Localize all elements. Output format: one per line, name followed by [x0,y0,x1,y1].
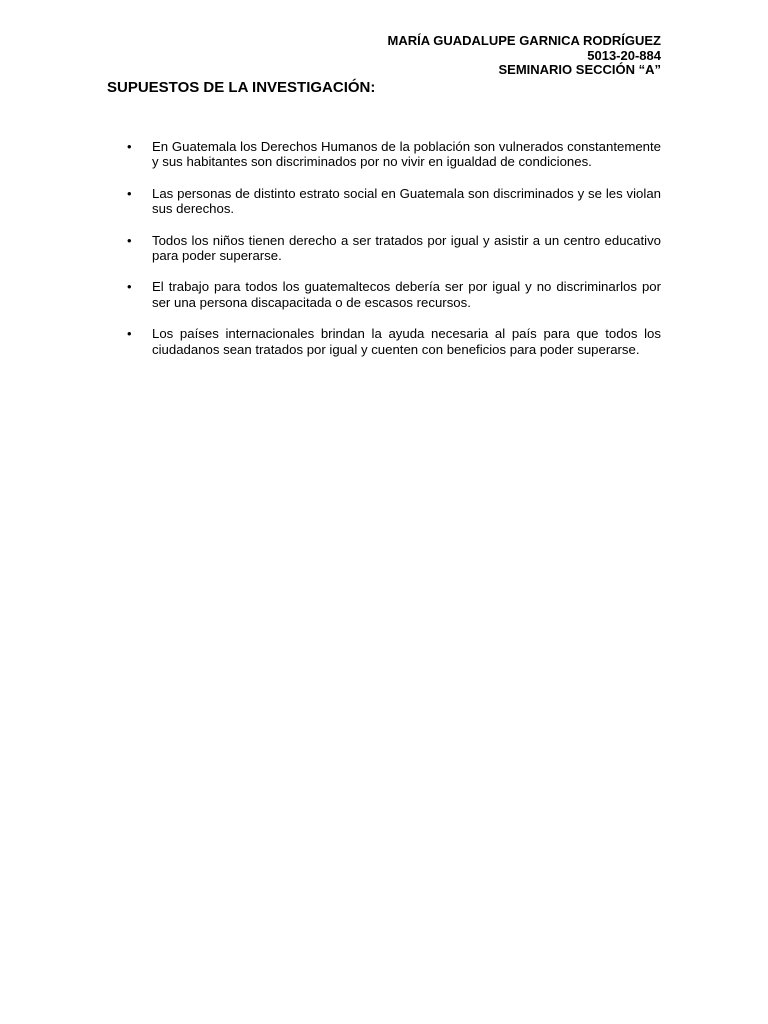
author-name: MARÍA GUADALUPE GARNICA RODRÍGUEZ [387,33,661,48]
list-item [127,232,661,264]
bullet-icon: • [127,232,132,248]
list-item-text: En Guatemala los Derechos Humanos de la población son vulnerados constantemente y sus habitantes son discriminados por no vivir en igualdad de condiciones. [152,139,661,170]
seminar-section: SEMINARIO SECCIÓN “A” [498,62,661,77]
bullet-icon: • [127,139,132,154]
student-id: 5013-20-884 [587,47,661,63]
list-item [127,185,661,217]
bullet-icon: • [127,326,132,342]
author-header [388,34,661,78]
list-item-text: Las personas de distinto estrato social en Guatemala son discriminados y se les violan sus derechos. [152,185,661,217]
list-item-text: El trabajo para todos los guatemaltecos debería ser por igual y no discriminarlos por ser una persona discapacitada o de escasos recursos. [152,279,661,310]
list-item [127,326,661,357]
assumptions-list [127,139,661,373]
document-title: SUPUESTOS DE LA INVESTIGACIÓN: [107,79,376,96]
list-item [127,139,661,170]
bullet-icon: • [127,185,132,201]
bullet-icon: • [127,279,132,295]
list-item [127,279,661,310]
list-item-text: Todos los niños tienen derecho a ser tratados por igual y asistir a un centro educativo para poder superarse. [152,232,661,264]
list-item-text: Los países internacionales brindan la ayuda necesaria al país para que todos los ciudadanos sean tratados por igual y cuenten con beneficios para poder superarse. [152,326,661,357]
